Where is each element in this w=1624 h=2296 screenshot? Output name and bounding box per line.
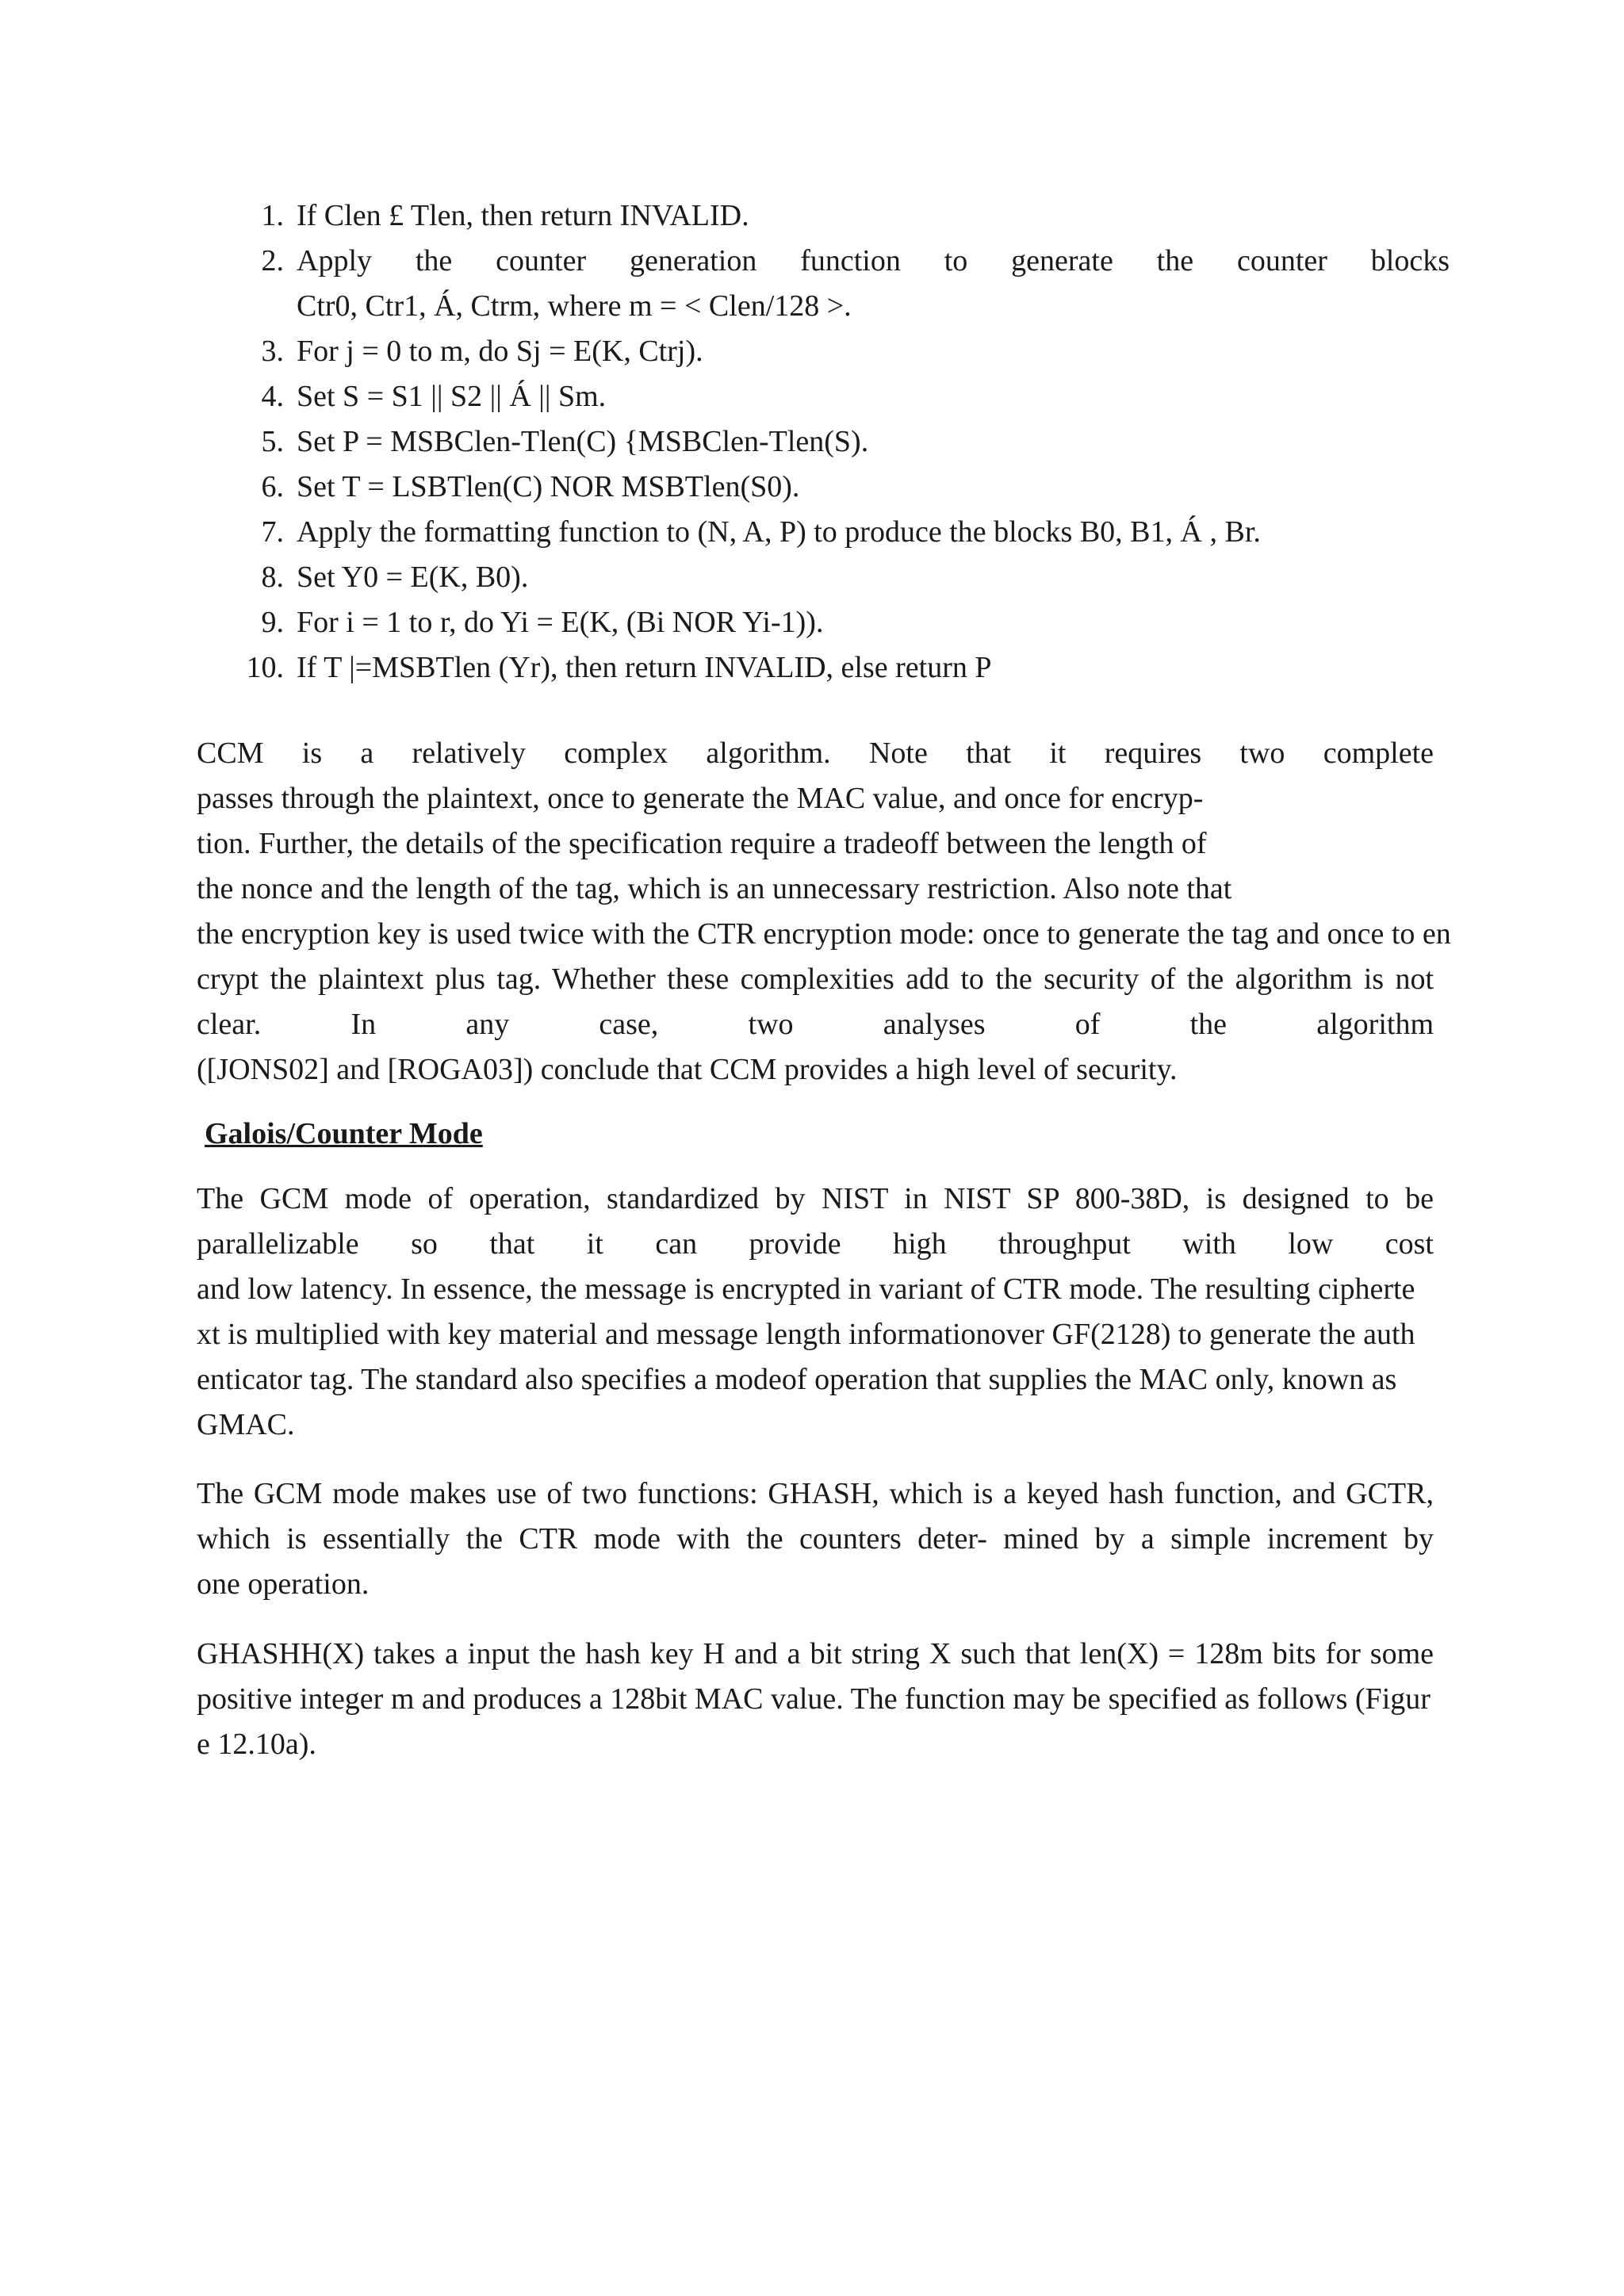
step-continuation: Ctr0, Ctr1, Á, Ctrm, where m = < Clen/128 >. <box>297 289 852 323</box>
step-4 <box>244 374 1450 419</box>
paragraph-line: GMAC. <box>197 1408 295 1441</box>
paragraph-line: GHASHH(X) takes a input the hash key H and a bit string X such that len(X) = 128m bits for some <box>197 1637 1434 1670</box>
step-number: 1. <box>261 199 284 232</box>
step-text: For j = 0 to m, do Sj = E(K, Ctrj). <box>297 335 703 368</box>
step-5 <box>244 419 1450 465</box>
step-number: 5. <box>261 425 284 458</box>
step-1 <box>244 193 1450 239</box>
step-text: If Clen £ Tlen, then return INVALID. <box>297 199 749 232</box>
step-8 <box>244 555 1450 600</box>
step-number: 7. <box>261 515 284 549</box>
step-7 <box>244 510 1450 555</box>
step-number: 2. <box>261 244 284 277</box>
step-2 <box>244 239 1450 329</box>
paragraph-line: xt is multiplied with key material and message length informationover GF(2128) to generate the auth <box>197 1318 1415 1351</box>
paragraph-line: one operation. <box>197 1567 370 1601</box>
paragraph-line: the nonce and the length of the tag, which is an unnecessary restriction. Also note that <box>197 872 1232 905</box>
step-text: Set P = MSBClen-Tlen(C) {MSBClen-Tlen(S). <box>297 425 869 458</box>
ccm-decryption-steps <box>244 193 1450 691</box>
step-3 <box>244 329 1450 374</box>
step-text: If T |=MSBTlen (Yr), then return INVALID, else return P <box>297 651 992 684</box>
step-text: Set S = S1 || S2 || Á || Sm. <box>297 380 607 413</box>
step-text: Apply the counter generation function to generate the counter blocks <box>297 244 1450 277</box>
step-number: 6. <box>261 470 284 503</box>
paragraph-line: ([JONS02] and [ROGA03]) conclude that CCM provides a high level of security. <box>197 1053 1178 1086</box>
paragraph-line: passes through the plaintext, once to generate the MAC value, and once for encryp- <box>197 782 1204 815</box>
functions-paragraph <box>197 1471 1434 1607</box>
paragraph-line: parallelizable so that it can provide high throughput with low cost <box>197 1227 1434 1261</box>
step-text: Apply the formatting function to (N, A, P) to produce the blocks B0, B1, Á , Br. <box>297 515 1261 549</box>
paragraph-line: The GCM mode of operation, standardized by NIST in NIST SP 800-38D, is designed to be <box>197 1182 1434 1215</box>
step-text: Set Y0 = E(K, B0). <box>297 561 529 594</box>
step-number: 10. <box>246 651 284 684</box>
ghash-paragraph <box>197 1632 1434 1767</box>
step-9 <box>244 600 1450 645</box>
step-number: 8. <box>261 561 284 594</box>
ccm-paragraph <box>197 731 1451 1093</box>
step-10 <box>244 645 1450 691</box>
paragraph-line: which is essentially the CTR mode with the counters deter- mined by a simple increment by <box>197 1522 1434 1556</box>
step-number: 3. <box>261 335 284 368</box>
step-number: 4. <box>261 380 284 413</box>
paragraph-line: tion. Further, the details of the specification require a tradeoff between the length of <box>197 827 1207 860</box>
paragraph-line: CCM is a relatively complex algorithm. Note that it requires two complete <box>197 737 1434 770</box>
step-number: 9. <box>261 606 284 639</box>
step-6 <box>244 465 1450 510</box>
paragraph-line: e 12.10a). <box>197 1728 316 1761</box>
paragraph-line: enticator tag. The standard also specifies a modeof operation that supplies the MAC only, known as <box>197 1363 1397 1396</box>
paragraph-line: crypt the plaintext plus tag. Whether these complexities add to the security of the algorithm is not <box>197 962 1434 996</box>
gcm-paragraph <box>197 1177 1434 1448</box>
step-text: For i = 1 to r, do Yi = E(K, (Bi NOR Yi-1)). <box>297 606 824 639</box>
step-text: Set T = LSBTlen(C) NOR MSBTlen(S0). <box>297 470 800 503</box>
paragraph-line: clear. In any case, two analyses of the algorithm <box>197 1008 1434 1041</box>
paragraph-line: positive integer m and produces a 128bit MAC value. The function may be specified as follows (Figur <box>197 1682 1431 1716</box>
paragraph-line: The GCM mode makes use of two functions: GHASH, which is a keyed hash function, and GCTR, <box>197 1477 1434 1510</box>
section-heading: Galois/Counter Mode <box>205 1117 483 1150</box>
paragraph-line: and low latency. In essence, the message is encrypted in variant of CTR mode. The resulting cipherte <box>197 1272 1415 1306</box>
paragraph-line: the encryption key is used twice with the CTR encryption mode: once to generate the tag and once to en <box>197 917 1451 951</box>
